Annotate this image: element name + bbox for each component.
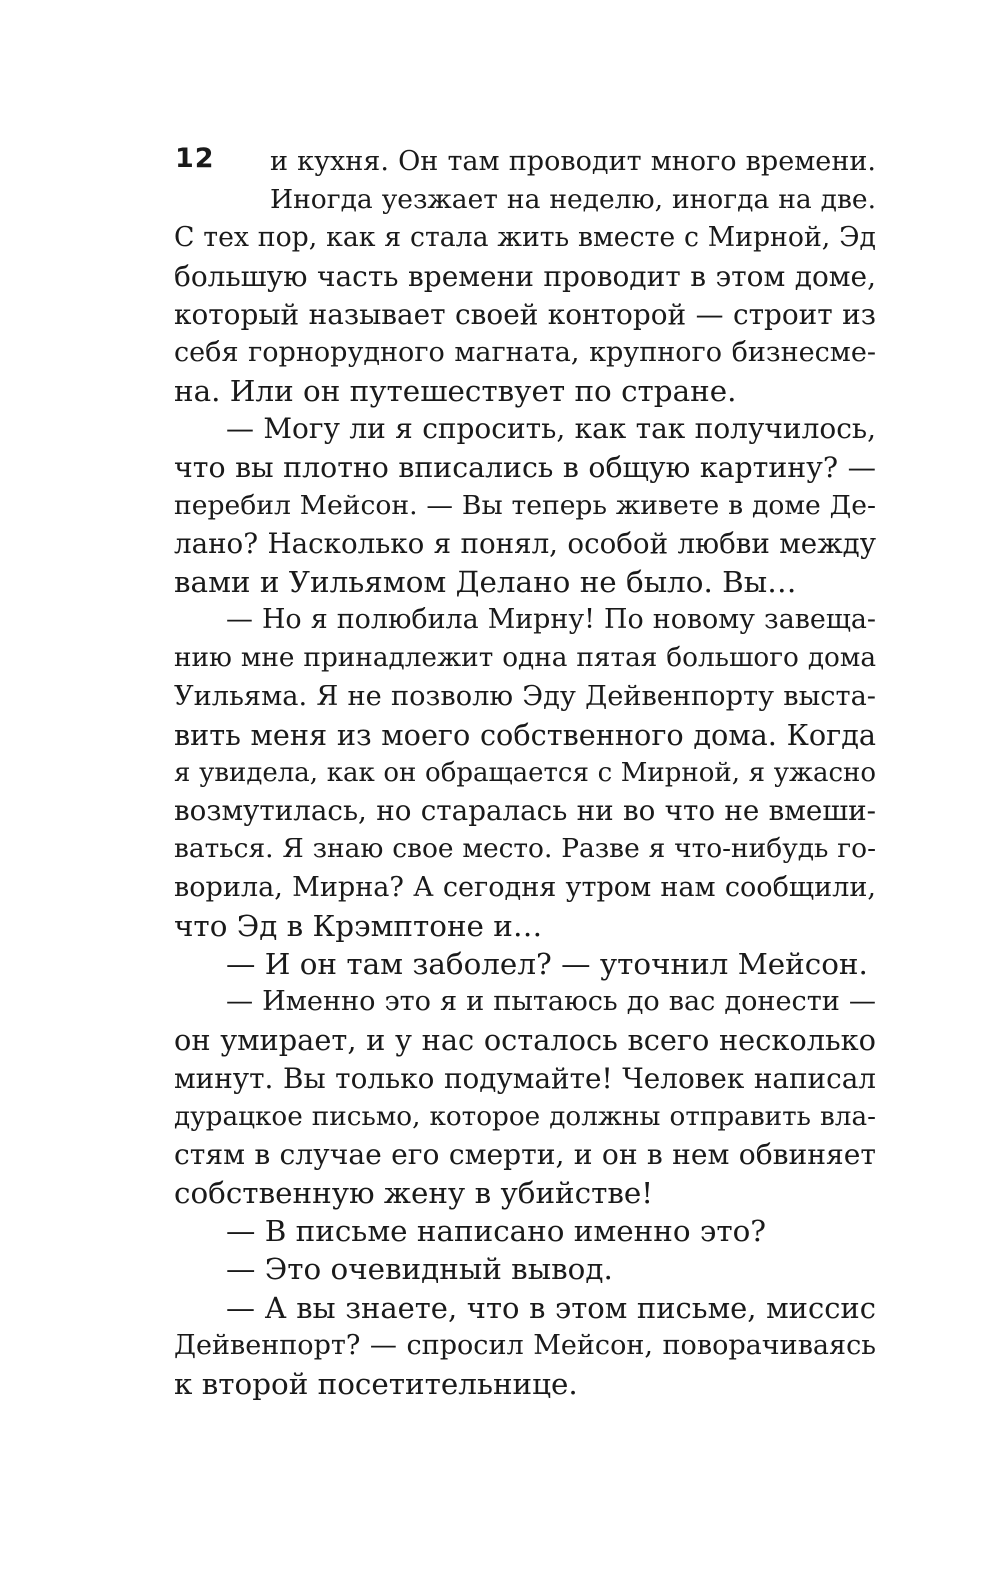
text-line: лано? Насколько я понял, особой любви между [174,526,876,560]
text-line: что вы плотно вписались в общую картину? — [174,450,876,484]
text-line: я увидела, как он обращается с Мирной, я ужасно [174,758,876,788]
text-line: к второй посетительнице. [174,1367,578,1401]
text-line: Уильяма. Я не позволю Эду Дейвенпорту выста- [174,680,876,712]
text-line: Иногда уезжает на неделю, иногда на две. [270,184,876,216]
text-line: себя горнорудного магната, крупного бизнесме- [174,336,876,368]
text-line: Дейвенпорт? — спросил Мейсон, поворачиваясь [174,1329,876,1361]
body-text [174,143,876,1403]
text-line: минут. Вы только подумайте! Человек написал [174,1061,876,1095]
text-line: вить меня из моего собственного дома. Когда [174,717,876,752]
text-line: — В письме написано именно это? [226,1214,767,1249]
text-line: — Но я полюбила Мирну! По новому завеща- [226,604,876,636]
page-number: 12 [175,143,215,174]
text-line: перебил Мейсон. — Вы теперь живете в доме Де- [174,489,876,521]
text-line: возмутилась, но старалась ни во что не вмеши- [174,794,876,828]
text-line: нию мне принадлежит одна пятая большого дома [174,643,876,674]
text-line: вами и Уильямом Делано не было. Вы… [174,565,797,600]
text-line: дурацкое письмо, которое должны отправить вла- [174,1101,876,1132]
text-line: стям в случае его смерти, и он в нем обвиняет [174,1137,876,1171]
text-line: собственную жену в убийстве! [174,1176,654,1211]
text-line: ваться. Я знаю свое место. Разве я что-нибудь го- [174,833,876,865]
text-line: — Могу ли я спросить, как так получилось, [226,412,876,446]
text-line: С тех пор, как я стала жить вместе с Мирной, Эд [174,222,876,254]
text-line: на. Или он путешествует по стране. [174,374,737,409]
text-line: и кухня. Он там проводит много времени. [270,146,876,177]
text-line: который называет своей конторой — строит из [174,297,876,331]
text-line: что Эд в Крэмптоне и… [174,908,543,943]
text-line: — Именно это я и пытаюсь до вас донести — [226,986,876,1018]
text-line: большую часть времени проводит в этом доме, [174,259,876,293]
text-line: он умирает, и у нас осталось всего несколько [174,1023,876,1058]
text-line: — И он там заболел? — уточнил Мейсон. [226,946,868,981]
text-line: — Это очевидный вывод. [226,1252,613,1287]
text-line: ворила, Мирна? А сегодня утром нам сообщили, [174,871,876,903]
text-line: — А вы знаете, что в этом письме, миссис [226,1290,876,1325]
